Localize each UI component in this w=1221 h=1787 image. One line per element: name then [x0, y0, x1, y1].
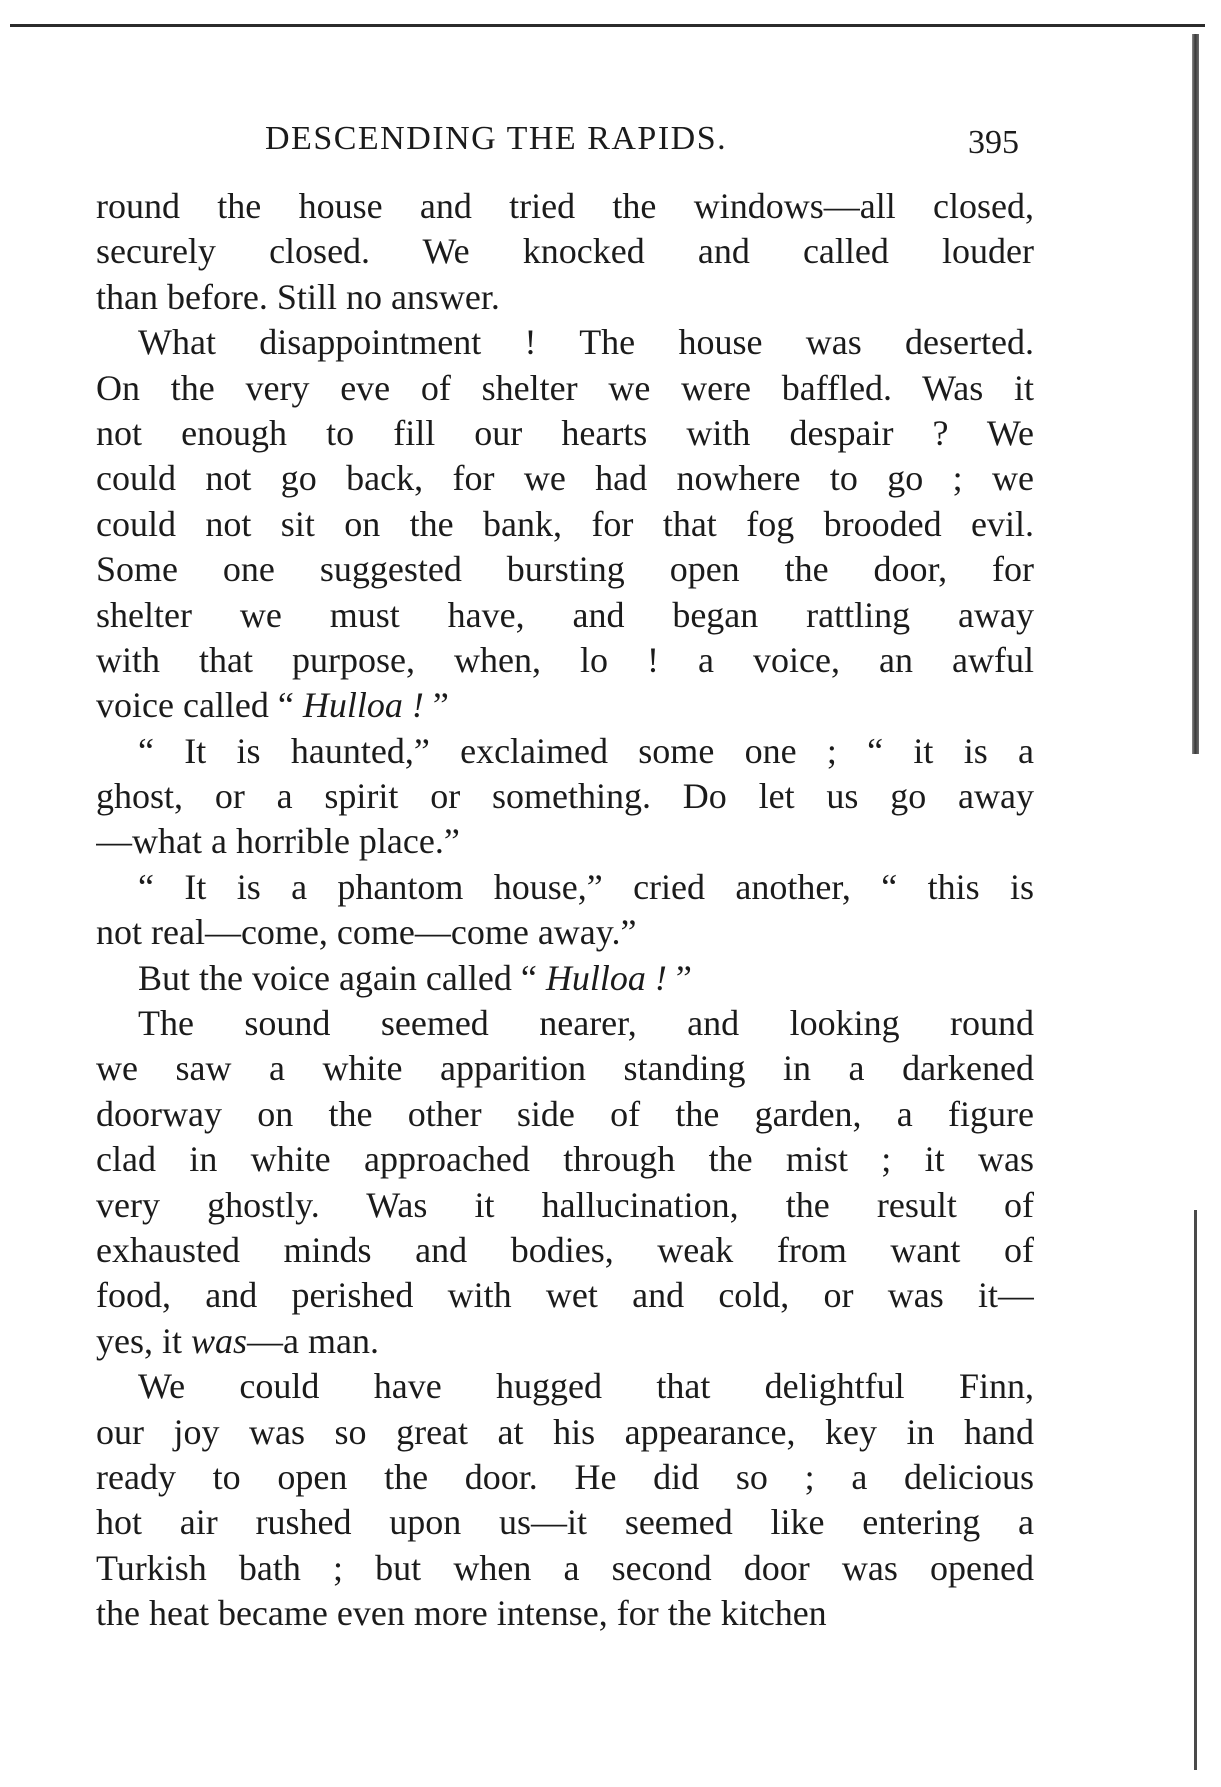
text-run: voice called “: [96, 685, 303, 726]
text-line: [96, 320, 1034, 365]
page-edge-line: [1194, 1210, 1197, 1770]
text-run: could not sit on the bank, for that fog brooded evil.: [96, 503, 1034, 544]
text-line: [96, 366, 1034, 411]
italic-text: was: [191, 1320, 248, 1361]
text-run: not enough to fill our hearts with despair ? We: [96, 412, 1034, 453]
text-line: [96, 1228, 1034, 1273]
text-run: ghost, or a spirit or something. Do let us go away: [96, 776, 1034, 817]
text-run: very ghostly. Was it hallucination, the result of: [96, 1184, 1034, 1225]
text-line: [96, 1046, 1034, 1091]
text-run: shelter we must have, and began rattling away: [96, 594, 1034, 635]
italic-text: Hulloa !: [302, 685, 424, 726]
text-run: “ It is a phantom house,” cried another, “ this is: [138, 866, 1034, 907]
text-run: What disappointment ! The house was deserted.: [138, 322, 1034, 363]
text-run: ”: [423, 685, 449, 726]
text-line: [96, 1455, 1034, 1500]
text-line: [96, 819, 1034, 864]
text-run: exhausted minds and bodies, weak from want of: [96, 1229, 1034, 1270]
text-run: On the very eve of shelter we were baffled. Was it: [96, 367, 1034, 408]
text-run: food, and perished with wet and cold, or was it—: [96, 1275, 1034, 1316]
text-line: [96, 275, 1034, 320]
page-edge-shadow: [1192, 34, 1199, 754]
text-run: with that purpose, when, lo ! a voice, an awful: [96, 639, 1034, 680]
text-run: ready to open the door. He did so ; a delicious: [96, 1456, 1034, 1497]
text-run: We could have hugged that delightful Finn,: [138, 1366, 1034, 1407]
text-line: [96, 1183, 1034, 1228]
text-line: [96, 683, 1034, 728]
running-head: DESCENDING THE RAPIDS.: [265, 120, 728, 157]
text-line: [96, 865, 1034, 910]
text-run: The sound seemed nearer, and looking round: [138, 1003, 1034, 1044]
text-line: [96, 729, 1034, 774]
text-line: [96, 1001, 1034, 1046]
text-run: But the voice again called “: [138, 957, 546, 998]
text-line: [96, 910, 1034, 955]
text-run: we saw a white apparition standing in a darkened: [96, 1048, 1034, 1089]
text-line: [96, 1092, 1034, 1137]
text-line: [96, 1273, 1034, 1318]
italic-text: Hulloa !: [545, 957, 667, 998]
text-run: doorway on the other side of the garden, a figure: [96, 1093, 1034, 1134]
text-line: [96, 456, 1034, 501]
text-run: not real—come, come—come away.”: [96, 912, 637, 953]
text-run: securely closed. We knocked and called louder: [96, 231, 1034, 272]
text-run: hot air rushed upon us—it seemed like entering a: [96, 1502, 1034, 1543]
text-line: [96, 1410, 1034, 1455]
text-run: ”: [666, 957, 692, 998]
text-run: than before. Still no answer.: [96, 276, 500, 317]
text-run: “ It is haunted,” exclaimed some one ; “ it is a: [138, 730, 1034, 771]
text-line: [96, 547, 1034, 592]
page-number: 395: [968, 124, 1019, 161]
text-line: [96, 638, 1034, 683]
body-text: [96, 184, 1034, 1637]
text-run: clad in white approached through the mist ; it was: [96, 1139, 1034, 1180]
text-line: [96, 593, 1034, 638]
text-line: [96, 502, 1034, 547]
text-run: —what a horrible place.”: [96, 821, 460, 862]
text-line: [96, 1364, 1034, 1409]
top-border-rule: [10, 24, 1205, 27]
text-line: [96, 1319, 1034, 1364]
text-line: [96, 1546, 1034, 1591]
text-run: —a man.: [247, 1320, 379, 1361]
text-line: [96, 184, 1034, 229]
text-line: [96, 1137, 1034, 1182]
text-line: [96, 229, 1034, 274]
text-run: Some one suggested bursting open the door, for: [96, 549, 1034, 590]
text-run: could not go back, for we had nowhere to go ; we: [96, 458, 1034, 499]
text-run: round the house and tried the windows—all closed,: [96, 186, 1034, 226]
text-line: [96, 411, 1034, 456]
text-run: the heat became even more intense, for the kitchen: [96, 1593, 827, 1634]
text-line: [96, 1500, 1034, 1545]
text-run: Turkish bath ; but when a second door was opened: [96, 1547, 1034, 1588]
text-line: [96, 774, 1034, 819]
text-line: [96, 1591, 1034, 1636]
text-run: our joy was so great at his appearance, key in hand: [96, 1411, 1034, 1452]
text-run: yes, it: [96, 1320, 191, 1361]
text-line: [96, 956, 1034, 1001]
